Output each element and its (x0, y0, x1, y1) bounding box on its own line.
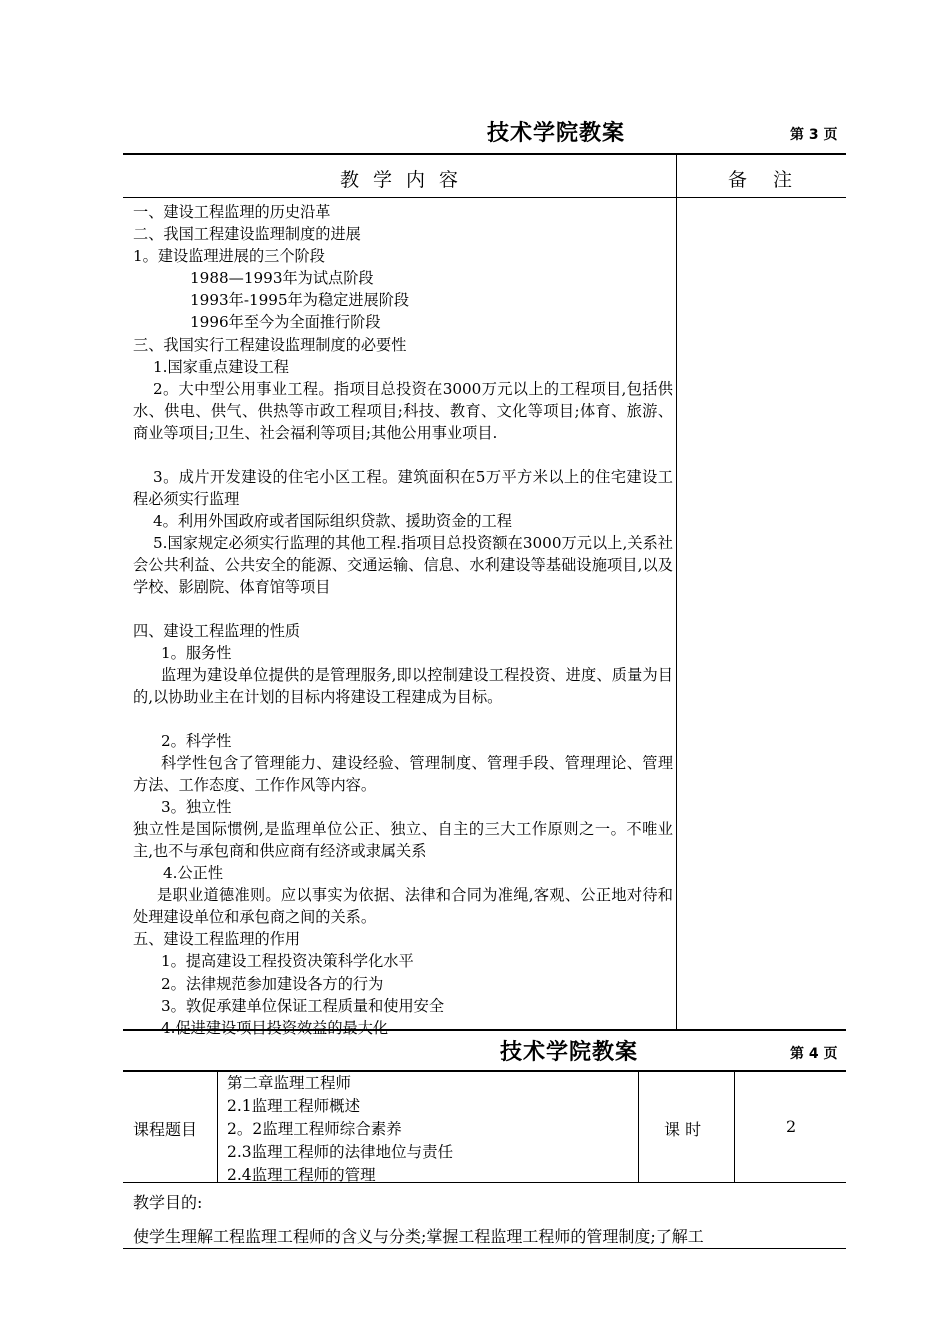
list-item: 1。服务性 (161, 643, 232, 662)
page-title: 技术学院教案 (487, 121, 626, 146)
section-heading: 四、建设工程监理的性质 (133, 621, 301, 640)
list-item: 2.1监理工程师概述 (227, 1097, 361, 1115)
paragraph: 科学性包含了管理能力、建设经验、管理制度、管理手段、管理理论、管理方法、工作态度、工作作风等内容。 (133, 754, 673, 795)
list-item: 1.国家重点建设工程 (153, 357, 289, 376)
list-item: 2。法律规范参加建设各方的行为 (161, 974, 384, 993)
page-title: 技术学院教案 (500, 1040, 639, 1065)
page-number: 第 4 页 (790, 1046, 838, 1062)
section-heading: 二、我国工程建设监理制度的进展 (133, 225, 361, 244)
list-item: 1996年至今为全面推行阶段 (190, 313, 381, 332)
topic-list (227, 1072, 453, 1187)
column-divider (217, 1071, 218, 1183)
table-top-border (123, 153, 846, 155)
hours-label: 课 时 (664, 1120, 702, 1139)
list-item: 1。建设监理进展的三个阶段 (133, 247, 325, 266)
goal-text: 使学生理解工程监理工程师的含义与分类;掌握工程监理工程师的管理制度;了解工 (133, 1227, 704, 1246)
paragraph: 5.国家规定必须实行监理的其他工程.指项目总投资额在3000万元以上,关系社会公共利益、公共安全的能源、交通运输、信息、水利建设等基础设施项目,以及学校、影剧院、体育馆等项目 (133, 533, 673, 597)
list-item: 4.促进建设项目投资效益的最大化 (161, 1018, 389, 1037)
list-item: 1988—1993年为试点阶段 (190, 269, 374, 288)
topic-label: 课程题目 (133, 1120, 198, 1139)
list-item: 2.3监理工程师的法律地位与责任 (227, 1143, 454, 1161)
list-item: 1。提高建设工程投资决策科学化水平 (161, 952, 414, 971)
list-item: 3。独立性 (161, 798, 232, 817)
column-divider (734, 1071, 735, 1183)
paragraph: 2。大中型公用事业工程。指项目总投资在3000万元以上的工程项目,包括供水、供电、供气、供热等市政工程项目;科技、教育、文化等项目;体育、旅游、商业等项目;卫生、社会福利等项目;其他公用事业项目. (133, 379, 673, 442)
paragraph: 是职业道德准则。应以事实为依据、法律和合同为准绳,客观、公正地对待和处理建设单位和承包商之间的关系。 (133, 886, 673, 927)
column-divider (638, 1071, 639, 1183)
goal-underline (123, 1248, 846, 1249)
list-item: 4。利用外国政府或者国际组织贷款、援助资金的工程 (153, 511, 512, 530)
column-header-content: 教学内容 (340, 169, 473, 191)
lesson-content (133, 201, 673, 1039)
list-item: 2。科学性 (161, 732, 232, 751)
goal-label: 教学目的: (133, 1193, 203, 1212)
paragraph: 监理为建设单位提供的是管理服务,即以控制建设工程投资、进度、质量为目的,以协助业主在计划的目标内将建设工程建成为目标。 (133, 666, 673, 707)
paragraph: 3。成片开发建设的住宅小区工程。建筑面积在5万平方米以上的住宅建设工程必须实行监理 (133, 467, 673, 508)
section-heading: 三、我国实行工程建设监理制度的必要性 (133, 335, 407, 354)
list-item: 4.公正性 (163, 864, 224, 883)
list-item: 2.4监理工程师的管理 (227, 1166, 376, 1184)
column-header-remarks: 备注 (728, 169, 819, 191)
column-divider (676, 153, 677, 1030)
section-heading: 一、建设工程监理的历史沿革 (133, 203, 331, 221)
table-header-divider (123, 197, 846, 198)
hours-value: 2 (786, 1117, 797, 1136)
page-number: 第 3 页 (790, 127, 838, 143)
paragraph: 独立性是国际惯例,是监理单位公正、独立、自主的三大工作原则之一。不唯业主,也不与承包商和供应商有经济或隶属关系 (133, 820, 673, 861)
section-heading: 五、建设工程监理的作用 (133, 930, 301, 949)
list-item: 1993年-1995年为稳定进展阶段 (190, 291, 410, 310)
list-item: 3。敦促承建单位保证工程质量和使用安全 (161, 996, 445, 1015)
list-item: 第二章监理工程师 (227, 1074, 352, 1092)
list-item: 2。2监理工程师综合素养 (227, 1120, 402, 1138)
